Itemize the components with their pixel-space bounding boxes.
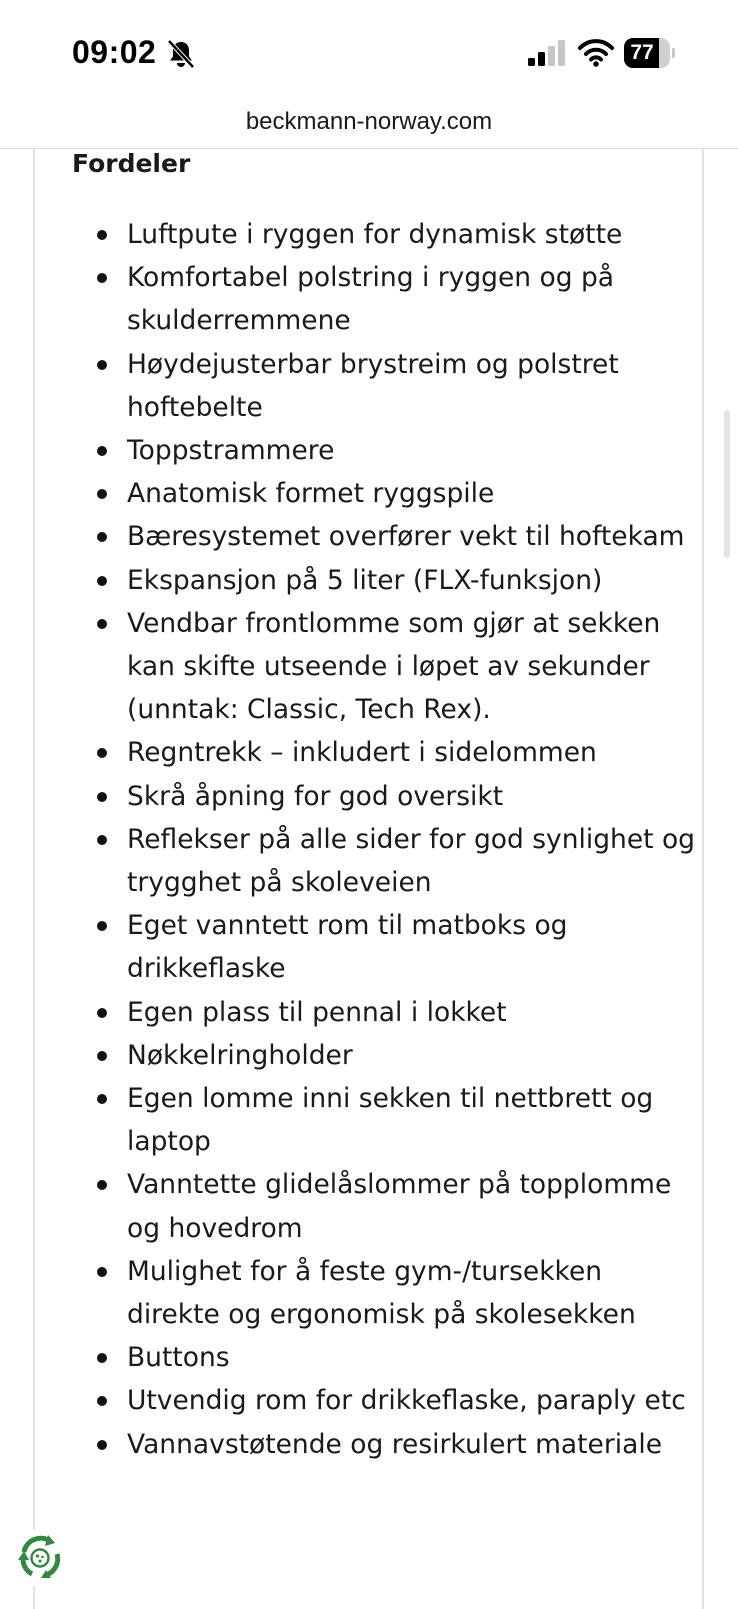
list-item-text: Skrå åpning for god oversikt [127,780,504,812]
list-item [127,515,695,558]
list-item [127,559,695,602]
list-item-text: Anatomisk formet ryggspile [127,478,495,510]
list-item [127,429,695,472]
list-item [127,1034,695,1077]
url-text[interactable]: beckmann-norway.com [245,108,493,135]
list-item [127,1250,695,1336]
bullet-icon [97,489,107,499]
list-item-text: Vendbar frontlomme som gjør at sekken kan skifte utseende i løpet av sekunder (unntak: Classic, Tech Rex). [127,607,661,726]
scrollbar[interactable] [724,410,730,558]
list-item [127,256,695,342]
list-item-text: Høydejusterbar brystreim og polstret hoftebelte [127,348,619,423]
list-item [127,991,695,1034]
list-item-text: Mulighet for å feste gym-/tursekken direkte og ergonomisk på skolesekken [127,1255,636,1331]
bullet-icon [97,748,107,758]
bullet-icon [97,446,107,456]
bullet-icon [97,1440,107,1450]
list-item-text: Luftpute i ryggen for dynamisk støtte [127,219,623,250]
bullet-icon [97,921,107,931]
battery-level: 77 [630,41,654,64]
bullet-icon [97,619,107,629]
bullet-icon [97,1353,107,1363]
bullet-icon [97,576,107,586]
list-item-text: Buttons [127,1342,230,1374]
bullet-icon [97,1396,107,1406]
list-item [127,1423,695,1466]
list-item [127,818,695,904]
cellular-signal-icon [528,40,568,68]
section-heading: Fordeler [72,149,191,178]
bullet-icon [97,532,107,542]
recycle-icon[interactable] [10,1528,70,1588]
bullet-icon [97,835,107,845]
list-item-text: Toppstrammere [127,435,335,467]
list-item-text: Egen plass til pennal i lokket [127,996,507,1028]
list-item-text: Utvendig rom for drikkeflaske, paraply etc [127,1385,686,1417]
bullet-icon [97,1267,107,1277]
list-item [127,904,695,990]
list-item [127,1336,695,1379]
list-item [127,1077,695,1163]
bullet-icon [97,1180,107,1190]
battery-body [624,38,670,68]
bell-muted-icon [166,38,196,70]
battery-tip [672,48,675,58]
list-item [127,1163,695,1249]
list-item-text: Vannavstøtende og resirkulert materiale [127,1428,663,1460]
list-item [127,602,695,732]
list-item-text: Egen lomme inni sekken til nettbrett og laptop [127,1083,654,1158]
browser-url-bar[interactable] [0,100,738,149]
feature-list [35,213,695,1466]
bullet-icon [97,360,107,370]
list-item-text: Nøkkelringholder [127,1039,353,1071]
wifi-icon [578,38,614,68]
bullet-icon [97,230,107,240]
list-item-text: Regntrekk – inkludert i sidelommen [127,737,597,769]
bullet-icon [97,1094,107,1104]
list-item [127,1379,695,1422]
list-item-text: Eget vanntett rom til matboks og drikkeflaske [127,910,568,985]
status-bar [0,0,738,100]
bullet-icon [97,1051,107,1061]
list-item [127,213,695,256]
list-item [127,343,695,429]
battery-icon [624,38,676,68]
bullet-icon [97,273,107,283]
list-item [127,775,695,818]
list-item-text: Ekspansjon på 5 liter (FLX-funksjon) [127,564,603,596]
list-item-text: Vanntette glidelåslommer på topplomme og hovedrom [127,1169,672,1244]
list-item [127,472,695,515]
status-time: 09:02 [72,34,157,70]
list-item [127,731,695,774]
list-item-text: Reflekser på alle sider for god synlighet og trygghet på skoleveien [127,823,696,899]
list-item-text: Bæresystemet overfører vekt til hoftekam [127,521,685,553]
bullet-icon [97,792,107,802]
list-item-text: Komfortabel polstring i ryggen og på skulderremmene [127,262,615,337]
content-card [33,149,704,1609]
bullet-icon [97,1008,107,1018]
